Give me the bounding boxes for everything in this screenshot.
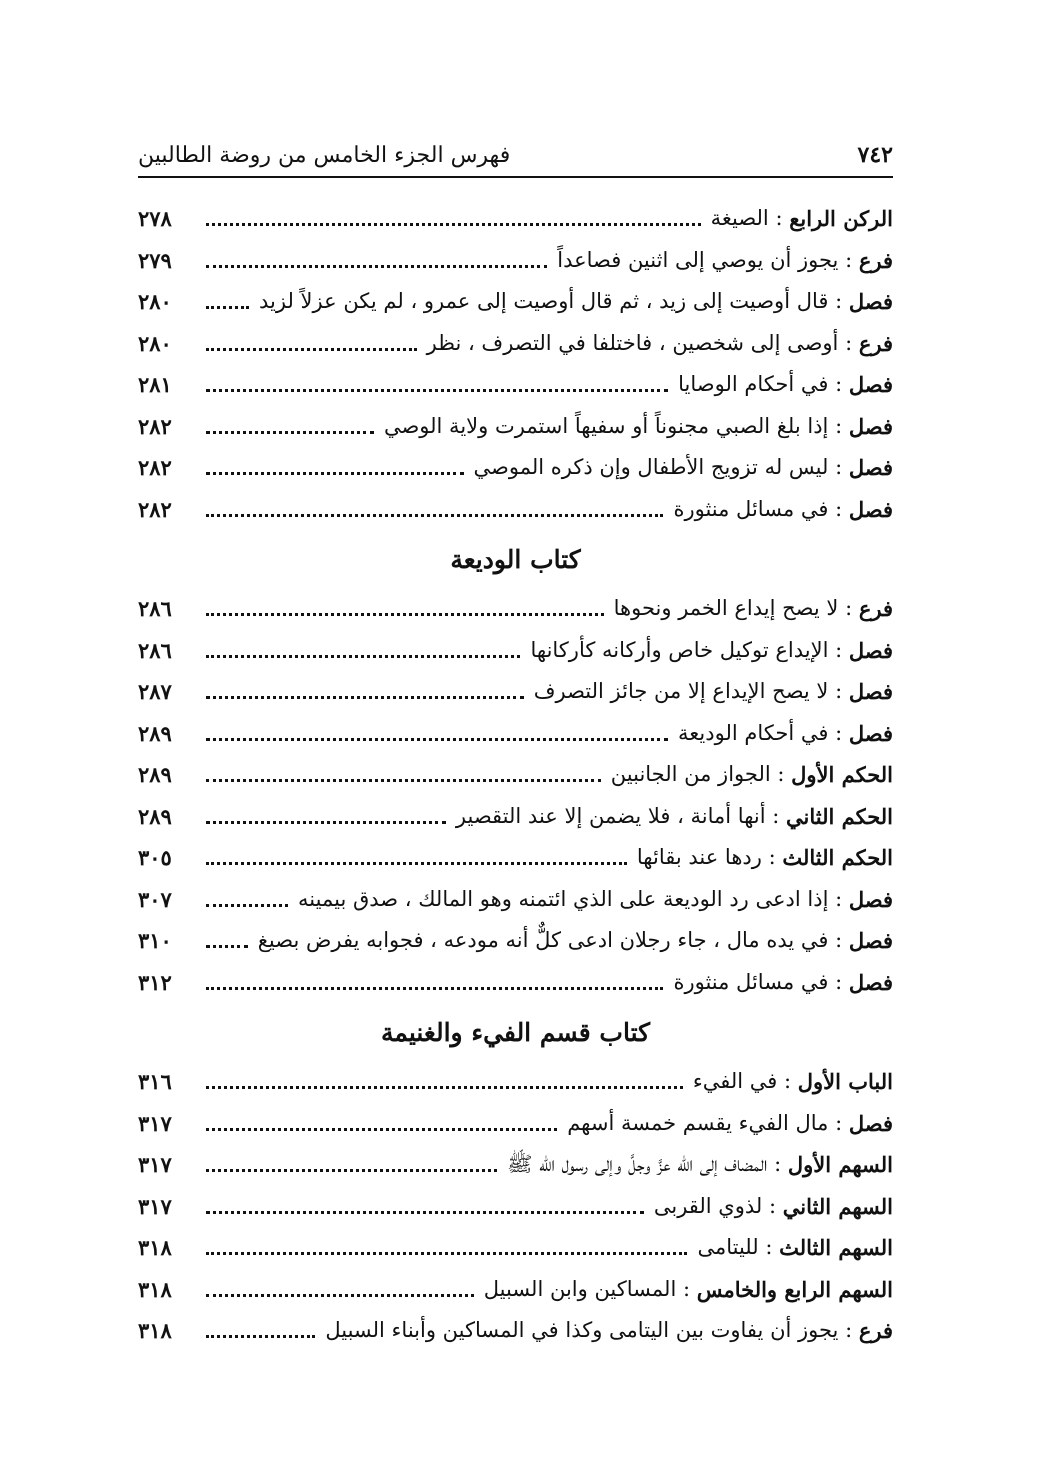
toc-entry <box>138 1061 893 1103</box>
entry-separator: : <box>838 330 859 355</box>
entry-label: فصل <box>848 289 893 315</box>
toc-entry <box>138 713 893 755</box>
entry-page-number: ٣١٨ <box>138 1276 172 1302</box>
entry-page-number: ٢٨١ <box>138 372 172 398</box>
toc-entry <box>138 1269 893 1311</box>
toc-entry <box>138 240 893 282</box>
entry-text: مال الفيء يقسم خمسة أسهم <box>567 1110 829 1135</box>
toc-entry <box>138 1310 893 1352</box>
entry-text: في مسائل منثورة <box>673 496 829 521</box>
entry-label: فرع <box>858 1318 893 1344</box>
toc-entry <box>138 281 893 323</box>
table-of-contents <box>138 198 893 1352</box>
dot-leader <box>206 779 601 782</box>
entry-separator: : <box>828 289 849 314</box>
dot-leader <box>206 1086 683 1089</box>
entry-label: الباب الأول <box>797 1069 893 1095</box>
toc-entry <box>138 1227 893 1269</box>
entry-page-number: ٢٨٩ <box>138 762 172 788</box>
entry-separator: : <box>828 455 849 480</box>
dot-leader <box>206 862 627 865</box>
entry-label: فرع <box>858 596 893 622</box>
entry-page-number: ٢٨٢ <box>138 496 172 522</box>
entry-text: في يده مال ، جاء رجلان ادعى كلٌّ أنه مودعه ، فجوابه يفرض بصيغ <box>257 928 829 953</box>
toc-block-fay <box>138 1061 893 1352</box>
toc-entry <box>138 1103 893 1145</box>
entry-text: الصيغة <box>710 206 769 231</box>
entry-page-number: ٣١٢ <box>138 969 172 995</box>
entry-page-number: ٢٨٧ <box>138 679 172 705</box>
toc-entry <box>138 754 893 796</box>
entry-page-number: ٣١٧ <box>138 1110 172 1136</box>
dot-leader <box>206 696 524 699</box>
toc-entry <box>138 879 893 921</box>
entry-page-number: ٢٨٦ <box>138 596 172 622</box>
entry-label: فصل <box>848 928 893 954</box>
entry-label: فصل <box>848 455 893 481</box>
toc-entry <box>138 837 893 879</box>
entry-page-number: ٣١٧ <box>138 1152 172 1178</box>
entry-label: السهم الرابع والخامس <box>696 1276 893 1302</box>
dot-leader <box>206 306 249 309</box>
entry-text: ليس له تزويج الأطفال وإن ذكره الموصي <box>473 455 829 480</box>
dot-leader <box>206 1169 497 1172</box>
entry-separator: : <box>828 720 849 745</box>
entry-page-number: ٣٠٥ <box>138 845 172 871</box>
page-number: ٧٤٢ <box>857 142 893 168</box>
entry-label: السهم الثاني <box>782 1193 893 1219</box>
section-heading-fay: كتاب قسم الفيء والغنيمة <box>380 1017 651 1047</box>
entry-separator: : <box>828 372 849 397</box>
page-header <box>138 128 893 178</box>
toc-entry <box>138 364 893 406</box>
entry-separator: : <box>767 1152 788 1177</box>
entry-text: أوصى إلى شخصين ، فاختلفا في التصرف ، نظر <box>426 330 839 355</box>
dot-leader <box>206 514 663 517</box>
dot-leader <box>206 738 668 741</box>
entry-page-number: ٢٨٩ <box>138 803 172 829</box>
entry-separator: : <box>838 1318 859 1343</box>
entry-label: فصل <box>848 496 893 522</box>
entry-text: يجوز أن يوصي إلى اثنين فصاعداً <box>557 247 839 272</box>
entry-label: السهم الثالث <box>779 1235 893 1261</box>
entry-label: فصل <box>848 1110 893 1136</box>
toc-entry <box>138 920 893 962</box>
entry-separator: : <box>770 762 792 787</box>
entry-separator: : <box>838 596 859 621</box>
toc-entry <box>138 1144 893 1186</box>
running-title: فهرس الجزء الخامس من روضة الطالبين <box>138 143 511 168</box>
dot-leader <box>206 348 417 351</box>
entry-separator: : <box>758 1235 780 1260</box>
entry-text: ردها عند بقائها <box>636 845 762 870</box>
entry-page-number: ٢٨٠ <box>138 330 172 356</box>
toc-entry <box>138 489 893 531</box>
entry-label: السهم الأول <box>787 1152 893 1178</box>
entry-label: فصل <box>848 637 893 663</box>
entry-text: إذا ادعى رد الوديعة على الذي ائتمنه وهو المالك ، صدق بيمينه <box>298 886 829 911</box>
section-heading-wadia: كتاب الوديعة <box>450 544 581 574</box>
entry-separator: : <box>838 247 859 272</box>
entry-text: أنها أمانة ، فلا يضمن إلا عند التقصير <box>455 803 766 828</box>
toc-block-wadia <box>138 588 893 1003</box>
dot-leader <box>206 613 604 616</box>
entry-label: فصل <box>848 886 893 912</box>
entry-separator: : <box>828 1110 849 1135</box>
toc-entry <box>138 323 893 365</box>
entry-label: فصل <box>848 969 893 995</box>
entry-label: فصل <box>848 679 893 705</box>
entry-page-number: ٢٨٢ <box>138 455 172 481</box>
entry-text: في الفيء <box>692 1069 778 1094</box>
dot-leader <box>206 987 663 990</box>
toc-entry <box>138 588 893 630</box>
entry-separator: : <box>828 886 849 911</box>
entry-separator: : <box>828 637 849 662</box>
entry-text: لذوي القربى <box>653 1193 763 1218</box>
entry-text: قال أوصيت إلى زيد ، ثم قال أوصيت إلى عمرو ، لم يكن عزلاً لزيد <box>259 289 829 314</box>
entry-label: الحكم الثاني <box>786 803 893 829</box>
entry-separator: : <box>828 413 849 438</box>
entry-text: لليتامى <box>697 1235 759 1260</box>
entry-separator: : <box>761 845 783 870</box>
entry-page-number: ٢٧٩ <box>138 247 172 273</box>
entry-separator: : <box>768 206 790 231</box>
entry-page-number: ٣١٧ <box>138 1193 172 1219</box>
toc-entry <box>138 796 893 838</box>
entry-text: المضاف إلى الله عزَّ وجلَّ وإلى رسول الله ﷺ <box>507 1152 768 1177</box>
toc-entry <box>138 962 893 1004</box>
entry-text: الإيداع توكيل خاص وأركانه كأركانها <box>530 637 829 662</box>
entry-label: فصل <box>848 413 893 439</box>
entry-page-number: ٢٨٩ <box>138 720 172 746</box>
entry-page-number: ٢٨٦ <box>138 637 172 663</box>
entry-separator: : <box>765 803 786 828</box>
dot-leader <box>206 1128 557 1131</box>
dot-leader <box>206 1252 687 1255</box>
entry-page-number: ٣٠٧ <box>138 886 172 912</box>
entry-label: الحكم الثالث <box>782 845 893 871</box>
dot-leader <box>206 1335 315 1338</box>
entry-text: يجوز أن يفاوت بين اليتامى وكذا في المساكين وأبناء السبيل <box>325 1318 839 1343</box>
dot-leader <box>206 265 547 268</box>
entry-separator: : <box>828 496 849 521</box>
entry-page-number: ٢٨٢ <box>138 413 172 439</box>
entry-label: فرع <box>858 330 893 356</box>
entry-page-number: ٣١٨ <box>138 1318 172 1344</box>
entry-separator: : <box>777 1069 798 1094</box>
dot-leader <box>206 655 520 658</box>
entry-page-number: ٢٧٨ <box>138 206 172 232</box>
entry-text: في أحكام الوديعة <box>678 720 829 745</box>
entry-text: المساكين وابن السبيل <box>483 1276 677 1301</box>
toc-entry <box>138 630 893 672</box>
entry-text: لا يصح إيداع الخمر ونحوها <box>613 596 839 621</box>
toc-block-wasaya <box>138 198 893 530</box>
entry-page-number: ٣١٨ <box>138 1235 172 1261</box>
entry-page-number: ٢٨٠ <box>138 289 172 315</box>
dot-leader <box>206 223 701 226</box>
entry-text: في مسائل منثورة <box>673 969 829 994</box>
entry-label: فرع <box>858 247 893 273</box>
dot-leader <box>206 945 248 948</box>
entry-text: الجواز من الجانبين <box>610 762 771 787</box>
entry-text: في أحكام الوصايا <box>678 372 829 397</box>
entry-separator: : <box>762 1193 783 1218</box>
dot-leader <box>206 821 446 824</box>
entry-label: فصل <box>848 372 893 398</box>
entry-text: لا يصح الإيداع إلا من جائز التصرف <box>533 679 829 704</box>
entry-separator: : <box>828 928 849 953</box>
entry-label: فصل <box>848 720 893 746</box>
entry-separator: : <box>676 1276 697 1301</box>
toc-entry <box>138 447 893 489</box>
toc-entry <box>138 671 893 713</box>
entry-page-number: ٣١٦ <box>138 1069 172 1095</box>
toc-entry <box>138 406 893 448</box>
entry-label: الحكم الأول <box>791 762 893 788</box>
entry-label: الركن الرابع <box>789 206 893 232</box>
dot-leader <box>206 1294 474 1297</box>
entry-separator: : <box>828 969 849 994</box>
dot-leader <box>206 472 464 475</box>
entry-page-number: ٣١٠ <box>138 928 172 954</box>
toc-entry <box>138 1186 893 1228</box>
toc-entry <box>138 198 893 240</box>
dot-leader <box>206 389 668 392</box>
dot-leader <box>206 431 374 434</box>
dot-leader <box>206 904 288 907</box>
dot-leader <box>206 1211 644 1214</box>
entry-text: إذا بلغ الصبي مجنوناً أو سفيهاً استمرت ولاية الوصي <box>383 413 829 438</box>
entry-separator: : <box>828 679 849 704</box>
